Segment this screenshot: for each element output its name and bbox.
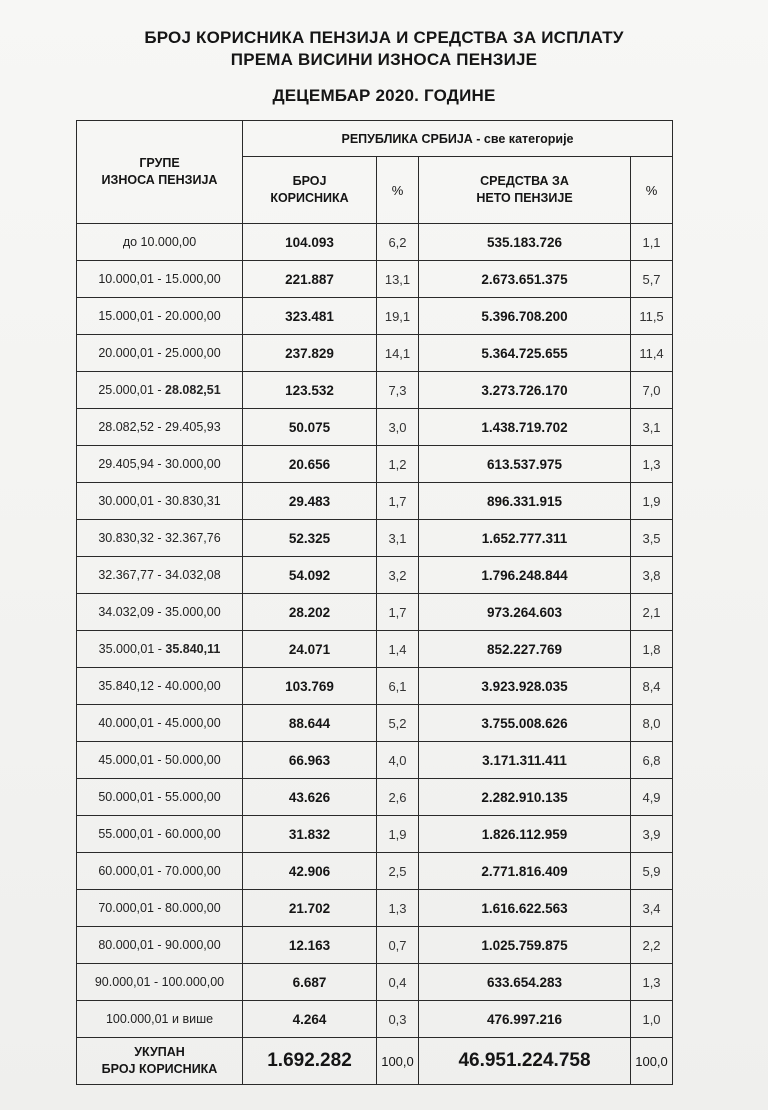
- count-pct-cell: 3,1: [377, 520, 419, 557]
- header-count-line1: БРОЈ: [292, 174, 327, 188]
- count-pct-cell: 6,1: [377, 668, 419, 705]
- table-row: [77, 557, 673, 594]
- table-row: [77, 779, 673, 816]
- count-cell: 221.887: [243, 261, 377, 298]
- range-end-bold: 28.082,51: [165, 383, 221, 397]
- range-cell: [77, 372, 243, 409]
- amount-pct-cell: 3,1: [631, 409, 673, 446]
- range-cell: [77, 335, 243, 372]
- amount-cell: 1.796.248.844: [419, 557, 631, 594]
- title-date: ДЕЦЕМБАР 2020. ГОДИНЕ: [272, 86, 496, 105]
- range-start: 30.830,32 - 32.367,76: [98, 531, 221, 545]
- table-row: [77, 816, 673, 853]
- header-count: [243, 157, 377, 224]
- amount-pct-cell: 2,2: [631, 927, 673, 964]
- table-row: [77, 705, 673, 742]
- count-cell: 6.687: [243, 964, 377, 1001]
- amount-pct-cell: 3,4: [631, 890, 673, 927]
- range-start: 50.000,01 - 55.000,00: [98, 790, 221, 804]
- count-cell: 104.093: [243, 224, 377, 261]
- table-row: [77, 927, 673, 964]
- amount-cell: 5.396.708.200: [419, 298, 631, 335]
- count-cell: 54.092: [243, 557, 377, 594]
- count-pct-cell: 3,2: [377, 557, 419, 594]
- range-start: 10.000,01 - 15.000,00: [98, 272, 221, 286]
- count-pct-cell: 4,0: [377, 742, 419, 779]
- range-start: 35.840,12 - 40.000,00: [98, 679, 221, 693]
- count-pct-cell: 1,4: [377, 631, 419, 668]
- range-cell: [77, 742, 243, 779]
- header-funds-line2: НЕТО ПЕНЗИЈЕ: [476, 191, 573, 205]
- range-cell: [77, 631, 243, 668]
- table-row: [77, 372, 673, 409]
- amount-pct-cell: 2,1: [631, 594, 673, 631]
- count-cell: 42.906: [243, 853, 377, 890]
- table-row: [77, 742, 673, 779]
- count-pct-cell: 1,2: [377, 446, 419, 483]
- header-groups: [77, 121, 243, 224]
- count-cell: 20.656: [243, 446, 377, 483]
- header-count-pct: %: [377, 157, 419, 224]
- range-cell: [77, 298, 243, 335]
- header-funds-line1: СРЕДСТВА ЗА: [480, 174, 569, 188]
- amount-pct-cell: 11,5: [631, 298, 673, 335]
- count-cell: 28.202: [243, 594, 377, 631]
- amount-pct-cell: 7,0: [631, 372, 673, 409]
- amount-cell: 2.673.651.375: [419, 261, 631, 298]
- count-cell: 31.832: [243, 816, 377, 853]
- amount-cell: 973.264.603: [419, 594, 631, 631]
- amount-cell: 5.364.725.655: [419, 335, 631, 372]
- range-start: 29.405,94 - 30.000,00: [98, 457, 221, 471]
- range-end-bold: 35.840,11: [165, 642, 221, 656]
- range-cell: [77, 409, 243, 446]
- range-start: 15.000,01 - 20.000,00: [98, 309, 221, 323]
- amount-cell: 1.652.777.311: [419, 520, 631, 557]
- count-cell: 4.264: [243, 1001, 377, 1038]
- count-pct-cell: 5,2: [377, 705, 419, 742]
- range-start: 35.000,01 -: [98, 642, 166, 656]
- amount-pct-cell: 8,4: [631, 668, 673, 705]
- amount-pct-cell: 6,8: [631, 742, 673, 779]
- range-cell: [77, 483, 243, 520]
- table-body: [77, 224, 673, 1038]
- table-row: [77, 890, 673, 927]
- count-pct-cell: 1,3: [377, 890, 419, 927]
- table-row: [77, 594, 673, 631]
- range-cell: [77, 557, 243, 594]
- table-row: [77, 483, 673, 520]
- count-cell: 237.829: [243, 335, 377, 372]
- total-count: 1.692.282: [243, 1038, 377, 1085]
- amount-cell: 2.771.816.409: [419, 853, 631, 890]
- count-cell: 29.483: [243, 483, 377, 520]
- title-line-1: БРОЈ КОРИСНИКА ПЕНЗИЈА И СРЕДСТВА ЗА ИСПЛАТУ: [144, 28, 624, 47]
- count-pct-cell: 2,5: [377, 853, 419, 890]
- amount-pct-cell: 3,9: [631, 816, 673, 853]
- total-count-pct: 100,0: [377, 1038, 419, 1085]
- header-funds-pct: %: [631, 157, 673, 224]
- amount-pct-cell: 5,9: [631, 853, 673, 890]
- amount-cell: 1.826.112.959: [419, 816, 631, 853]
- amount-pct-cell: 1,1: [631, 224, 673, 261]
- count-cell: 66.963: [243, 742, 377, 779]
- amount-pct-cell: 11,4: [631, 335, 673, 372]
- range-cell: [77, 779, 243, 816]
- header-region: РЕПУБЛИКА СРБИЈА - све категорије: [243, 121, 673, 157]
- table-row: [77, 1001, 673, 1038]
- header-funds: [419, 157, 631, 224]
- range-start: 25.000,01 -: [98, 383, 166, 397]
- range-cell: [77, 1001, 243, 1038]
- amount-pct-cell: 1,3: [631, 964, 673, 1001]
- table-row: [77, 964, 673, 1001]
- range-cell: [77, 705, 243, 742]
- amount-pct-cell: 1,0: [631, 1001, 673, 1038]
- amount-cell: 3.171.311.411: [419, 742, 631, 779]
- count-pct-cell: 19,1: [377, 298, 419, 335]
- amount-cell: 1.438.719.702: [419, 409, 631, 446]
- count-pct-cell: 1,9: [377, 816, 419, 853]
- amount-pct-cell: 4,9: [631, 779, 673, 816]
- range-start: 45.000,01 - 50.000,00: [98, 753, 221, 767]
- amount-cell: 1.025.759.875: [419, 927, 631, 964]
- range-cell: [77, 446, 243, 483]
- amount-cell: 476.997.216: [419, 1001, 631, 1038]
- range-start: 20.000,01 - 25.000,00: [98, 346, 221, 360]
- count-pct-cell: 0,3: [377, 1001, 419, 1038]
- range-start: до 10.000,00: [122, 235, 197, 249]
- amount-cell: 3.273.726.170: [419, 372, 631, 409]
- total-label-line2: БРОЈ КОРИСНИКА: [101, 1062, 218, 1076]
- amount-cell: 3.923.928.035: [419, 668, 631, 705]
- total-amount: 46.951.224.758: [419, 1038, 631, 1085]
- table-row: [77, 668, 673, 705]
- range-start: 30.000,01 - 30.830,31: [98, 494, 221, 508]
- total-label: [77, 1038, 243, 1085]
- count-cell: 43.626: [243, 779, 377, 816]
- title-line-2: ПРЕМА ВИСИНИ ИЗНОСА ПЕНЗИЈЕ: [230, 50, 538, 69]
- total-row: [77, 1038, 673, 1085]
- amount-pct-cell: 5,7: [631, 261, 673, 298]
- range-cell: [77, 520, 243, 557]
- range-cell: [77, 927, 243, 964]
- range-start: 80.000,01 - 90.000,00: [98, 938, 221, 952]
- table-row: [77, 853, 673, 890]
- count-pct-cell: 0,4: [377, 964, 419, 1001]
- count-cell: 12.163: [243, 927, 377, 964]
- count-cell: 103.769: [243, 668, 377, 705]
- amount-pct-cell: 1,3: [631, 446, 673, 483]
- table-row: [77, 298, 673, 335]
- table-row: [77, 446, 673, 483]
- table-row: [77, 520, 673, 557]
- range-cell: [77, 261, 243, 298]
- header-groups-line1: ГРУПЕ: [139, 156, 180, 170]
- amount-cell: 2.282.910.135: [419, 779, 631, 816]
- count-cell: 52.325: [243, 520, 377, 557]
- amount-cell: 633.654.283: [419, 964, 631, 1001]
- range-cell: [77, 668, 243, 705]
- count-pct-cell: 6,2: [377, 224, 419, 261]
- total-amount-pct: 100,0: [631, 1038, 673, 1085]
- count-pct-cell: 13,1: [377, 261, 419, 298]
- amount-pct-cell: 1,8: [631, 631, 673, 668]
- range-start: 34.032,09 - 35.000,00: [98, 605, 221, 619]
- range-cell: [77, 594, 243, 631]
- amount-pct-cell: 1,9: [631, 483, 673, 520]
- amount-pct-cell: 8,0: [631, 705, 673, 742]
- table-row: [77, 409, 673, 446]
- range-cell: [77, 853, 243, 890]
- header-groups-line2: ИЗНОСА ПЕНЗИЈА: [101, 173, 218, 187]
- amount-cell: 1.616.622.563: [419, 890, 631, 927]
- amount-cell: 535.183.726: [419, 224, 631, 261]
- amount-cell: 3.755.008.626: [419, 705, 631, 742]
- range-start: 60.000,01 - 70.000,00: [98, 864, 221, 878]
- range-cell: [77, 964, 243, 1001]
- range-start: 100.000,01 и више: [105, 1012, 214, 1026]
- count-pct-cell: 0,7: [377, 927, 419, 964]
- count-pct-cell: 1,7: [377, 483, 419, 520]
- range-cell: [77, 890, 243, 927]
- count-pct-cell: 7,3: [377, 372, 419, 409]
- header-count-line2: КОРИСНИКА: [270, 191, 349, 205]
- amount-cell: 613.537.975: [419, 446, 631, 483]
- amount-cell: 896.331.915: [419, 483, 631, 520]
- count-cell: 88.644: [243, 705, 377, 742]
- amount-cell: 852.227.769: [419, 631, 631, 668]
- count-pct-cell: 3,0: [377, 409, 419, 446]
- range-start: 32.367,77 - 34.032,08: [98, 568, 221, 582]
- table-row: [77, 335, 673, 372]
- count-cell: 21.702: [243, 890, 377, 927]
- range-cell: [77, 816, 243, 853]
- pension-table: [76, 120, 673, 1085]
- table-row: [77, 224, 673, 261]
- range-start: 55.000,01 - 60.000,00: [98, 827, 221, 841]
- count-pct-cell: 1,7: [377, 594, 419, 631]
- amount-pct-cell: 3,8: [631, 557, 673, 594]
- table-row: [77, 261, 673, 298]
- total-label-line1: УКУПАН: [134, 1045, 185, 1059]
- range-start: 28.082,52 - 29.405,93: [98, 420, 221, 434]
- range-start: 40.000,01 - 45.000,00: [98, 716, 221, 730]
- amount-pct-cell: 3,5: [631, 520, 673, 557]
- table-row: [77, 631, 673, 668]
- range-start: 70.000,01 - 80.000,00: [98, 901, 221, 915]
- count-pct-cell: 2,6: [377, 779, 419, 816]
- range-cell: [77, 224, 243, 261]
- count-cell: 24.071: [243, 631, 377, 668]
- count-cell: 50.075: [243, 409, 377, 446]
- count-pct-cell: 14,1: [377, 335, 419, 372]
- range-start: 90.000,01 - 100.000,00: [94, 975, 225, 989]
- count-cell: 323.481: [243, 298, 377, 335]
- count-cell: 123.532: [243, 372, 377, 409]
